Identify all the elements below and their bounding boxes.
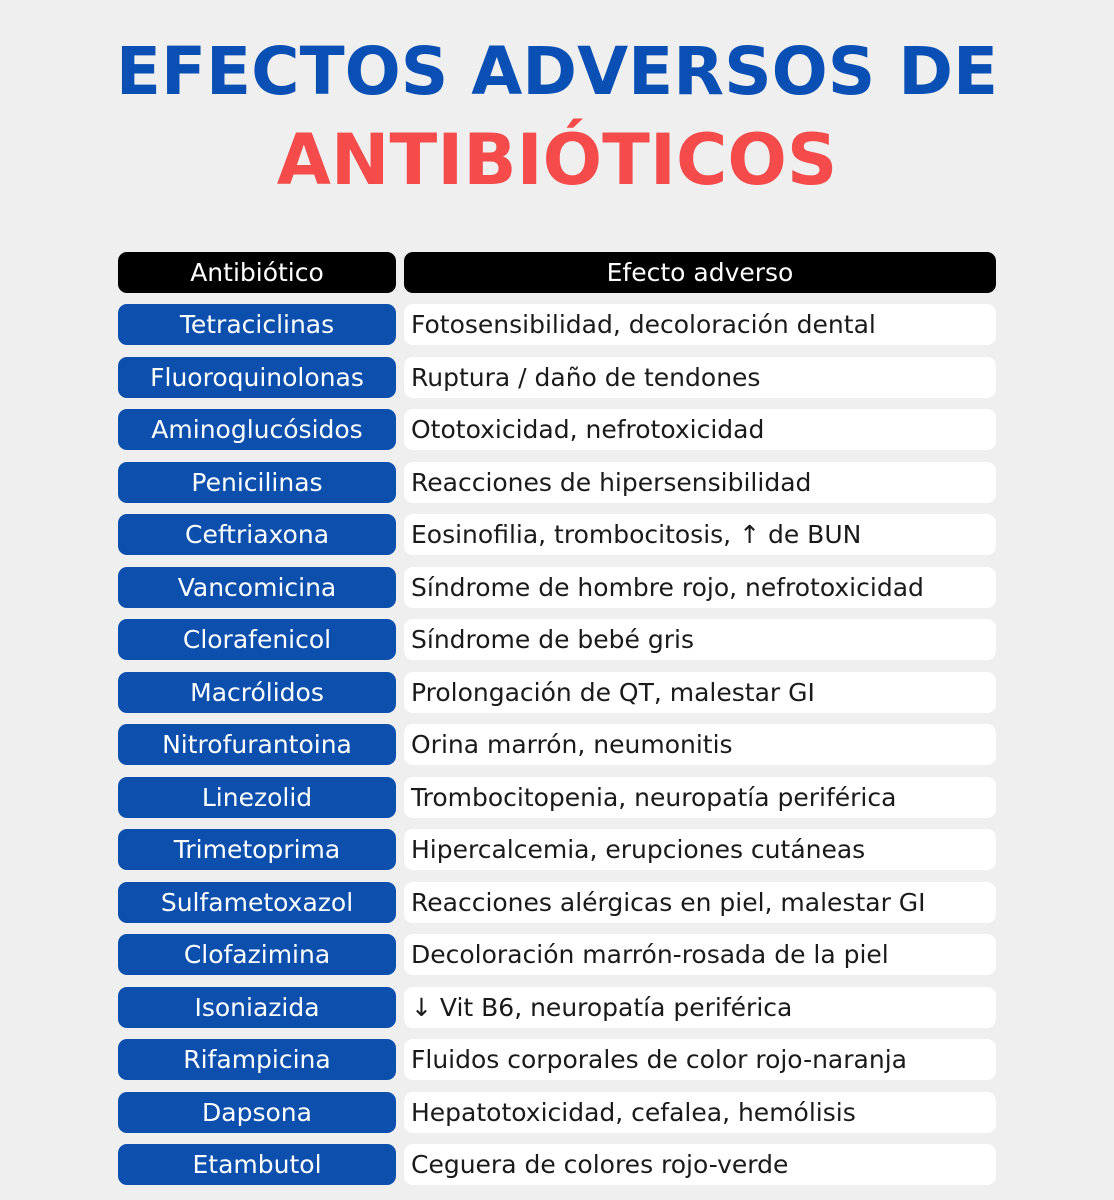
antibiotic-name: Fluoroquinolonas — [118, 357, 396, 398]
antibiotic-name: Ceftriaxona — [118, 514, 396, 555]
table-row — [118, 934, 996, 987]
adverse-effects-table — [118, 252, 996, 1197]
adverse-effect: Síndrome de bebé gris — [404, 619, 996, 660]
table-body — [118, 304, 996, 1197]
adverse-effect: Eosinofilia, trombocitosis, ↑ de BUN — [404, 514, 996, 555]
antibiotic-name: Rifampicina — [118, 1039, 396, 1080]
antibiotic-name: Trimetoprima — [118, 829, 396, 870]
table-row — [118, 462, 996, 515]
table-row — [118, 1144, 996, 1197]
table-row — [118, 304, 996, 357]
table-row — [118, 357, 996, 410]
antibiotic-name: Macrólidos — [118, 672, 396, 713]
title-line-2: ANTIBIÓTICOS — [276, 119, 838, 201]
antibiotic-name: Tetraciclinas — [118, 304, 396, 345]
adverse-effect: Ototoxicidad, nefrotoxicidad — [404, 409, 996, 450]
adverse-effect: Hepatotoxicidad, cefalea, hemólisis — [404, 1092, 996, 1133]
adverse-effect: Reacciones alérgicas en piel, malestar GI — [404, 882, 996, 923]
antibiotic-name: Clofazimina — [118, 934, 396, 975]
antibiotic-name: Vancomicina — [118, 567, 396, 608]
table-row — [118, 777, 996, 830]
table-row — [118, 724, 996, 777]
adverse-effect: Decoloración marrón-rosada de la piel — [404, 934, 996, 975]
adverse-effect: Ruptura / daño de tendones — [404, 357, 996, 398]
table-row — [118, 1092, 996, 1145]
table-row — [118, 567, 996, 620]
antibiotic-name: Penicilinas — [118, 462, 396, 503]
table-row — [118, 1039, 996, 1092]
antibiotic-name: Etambutol — [118, 1144, 396, 1185]
antibiotic-name: Isoniazida — [118, 987, 396, 1028]
adverse-effect: Orina marrón, neumonitis — [404, 724, 996, 765]
antibiotic-name: Aminoglucósidos — [118, 409, 396, 450]
adverse-effect: Fotosensibilidad, decoloración dental — [404, 304, 996, 345]
adverse-effect: Prolongación de QT, malestar GI — [404, 672, 996, 713]
antibiotic-name: Clorafenicol — [118, 619, 396, 660]
antibiotic-name: Nitrofurantoina — [118, 724, 396, 765]
adverse-effect: Ceguera de colores rojo-verde — [404, 1144, 996, 1185]
table-row — [118, 672, 996, 725]
header-antibiotic: Antibiótico — [118, 252, 396, 293]
adverse-effect: Hipercalcemia, erupciones cutáneas — [404, 829, 996, 870]
table-row — [118, 829, 996, 882]
antibiotic-name: Dapsona — [118, 1092, 396, 1133]
antibiotic-name: Linezolid — [118, 777, 396, 818]
table-row — [118, 987, 996, 1040]
table-row — [118, 619, 996, 672]
adverse-effect: Síndrome de hombre rojo, nefrotoxicidad — [404, 567, 996, 608]
table-row — [118, 409, 996, 462]
adverse-effect: Reacciones de hipersensibilidad — [404, 462, 996, 503]
antibiotic-name: Sulfametoxazol — [118, 882, 396, 923]
adverse-effect: Fluidos corporales de color rojo-naranja — [404, 1039, 996, 1080]
title-line-1: EFECTOS ADVERSOS DE — [115, 33, 999, 110]
header-adverse-effect: Efecto adverso — [404, 252, 996, 293]
table-row — [118, 882, 996, 935]
table-row — [118, 514, 996, 567]
table-header-row — [118, 252, 996, 304]
adverse-effect: Trombocitopenia, neuropatía periférica — [404, 777, 996, 818]
adverse-effect: ↓ Vit B6, neuropatía periférica — [404, 987, 996, 1028]
